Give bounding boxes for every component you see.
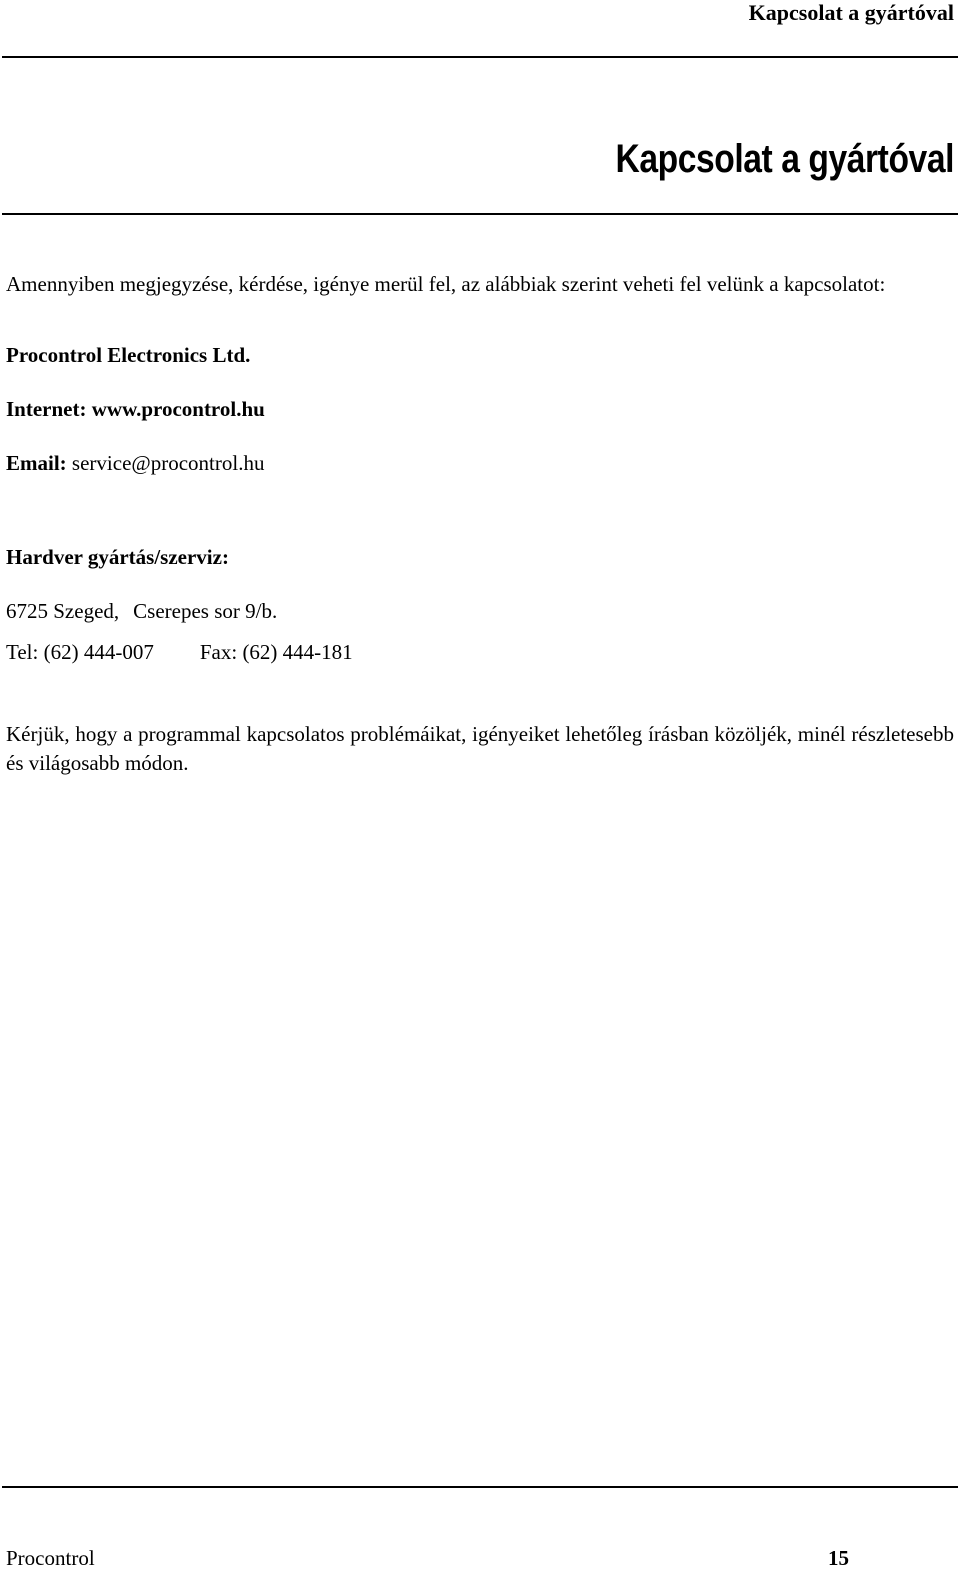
request-paragraph: Kérjük, hogy a programmal kapcsolatos problémáikat, igényeiket lehetőleg írásban közöljék, minél részletesebb és világosabb módon. (6, 722, 954, 775)
internet-line (6, 395, 265, 423)
page-number: 15 (828, 1546, 849, 1570)
page-title: Kapcsolat a gyártóval (615, 137, 954, 181)
footer-divider (2, 1486, 958, 1488)
running-header: Kapcsolat a gyártóval (748, 0, 954, 25)
tel-value: (62) 444-007 (43, 640, 154, 664)
website-link[interactable]: www.procontrol.hu (91, 397, 265, 421)
fax-value: (62) 444-181 (242, 640, 353, 664)
address-line (6, 597, 277, 625)
address-street: Cserepes sor 9/b. (133, 599, 278, 623)
footer-company: Procontrol (6, 1546, 95, 1570)
internet-label: Internet: (6, 397, 87, 421)
fax-label: Fax: (199, 640, 238, 664)
phone-fax-line (6, 638, 353, 666)
email-link[interactable]: service@procontrol.hu (71, 451, 265, 475)
email-label: Email: (6, 451, 67, 475)
email-line (6, 449, 264, 477)
title-divider (2, 213, 958, 215)
address-city: 6725 Szeged, (6, 599, 120, 623)
intro-paragraph: Amennyiben megjegyzése, kérdése, igénye merül fel, az alábbiak szerint veheti fel velünk a kapcsolatot: (6, 272, 886, 296)
header-divider (2, 56, 958, 58)
company-name: Procontrol Electronics Ltd. (6, 343, 251, 367)
hardware-service-heading: Hardver gyártás/szerviz: (6, 545, 229, 569)
tel-label: Tel: (6, 640, 39, 664)
